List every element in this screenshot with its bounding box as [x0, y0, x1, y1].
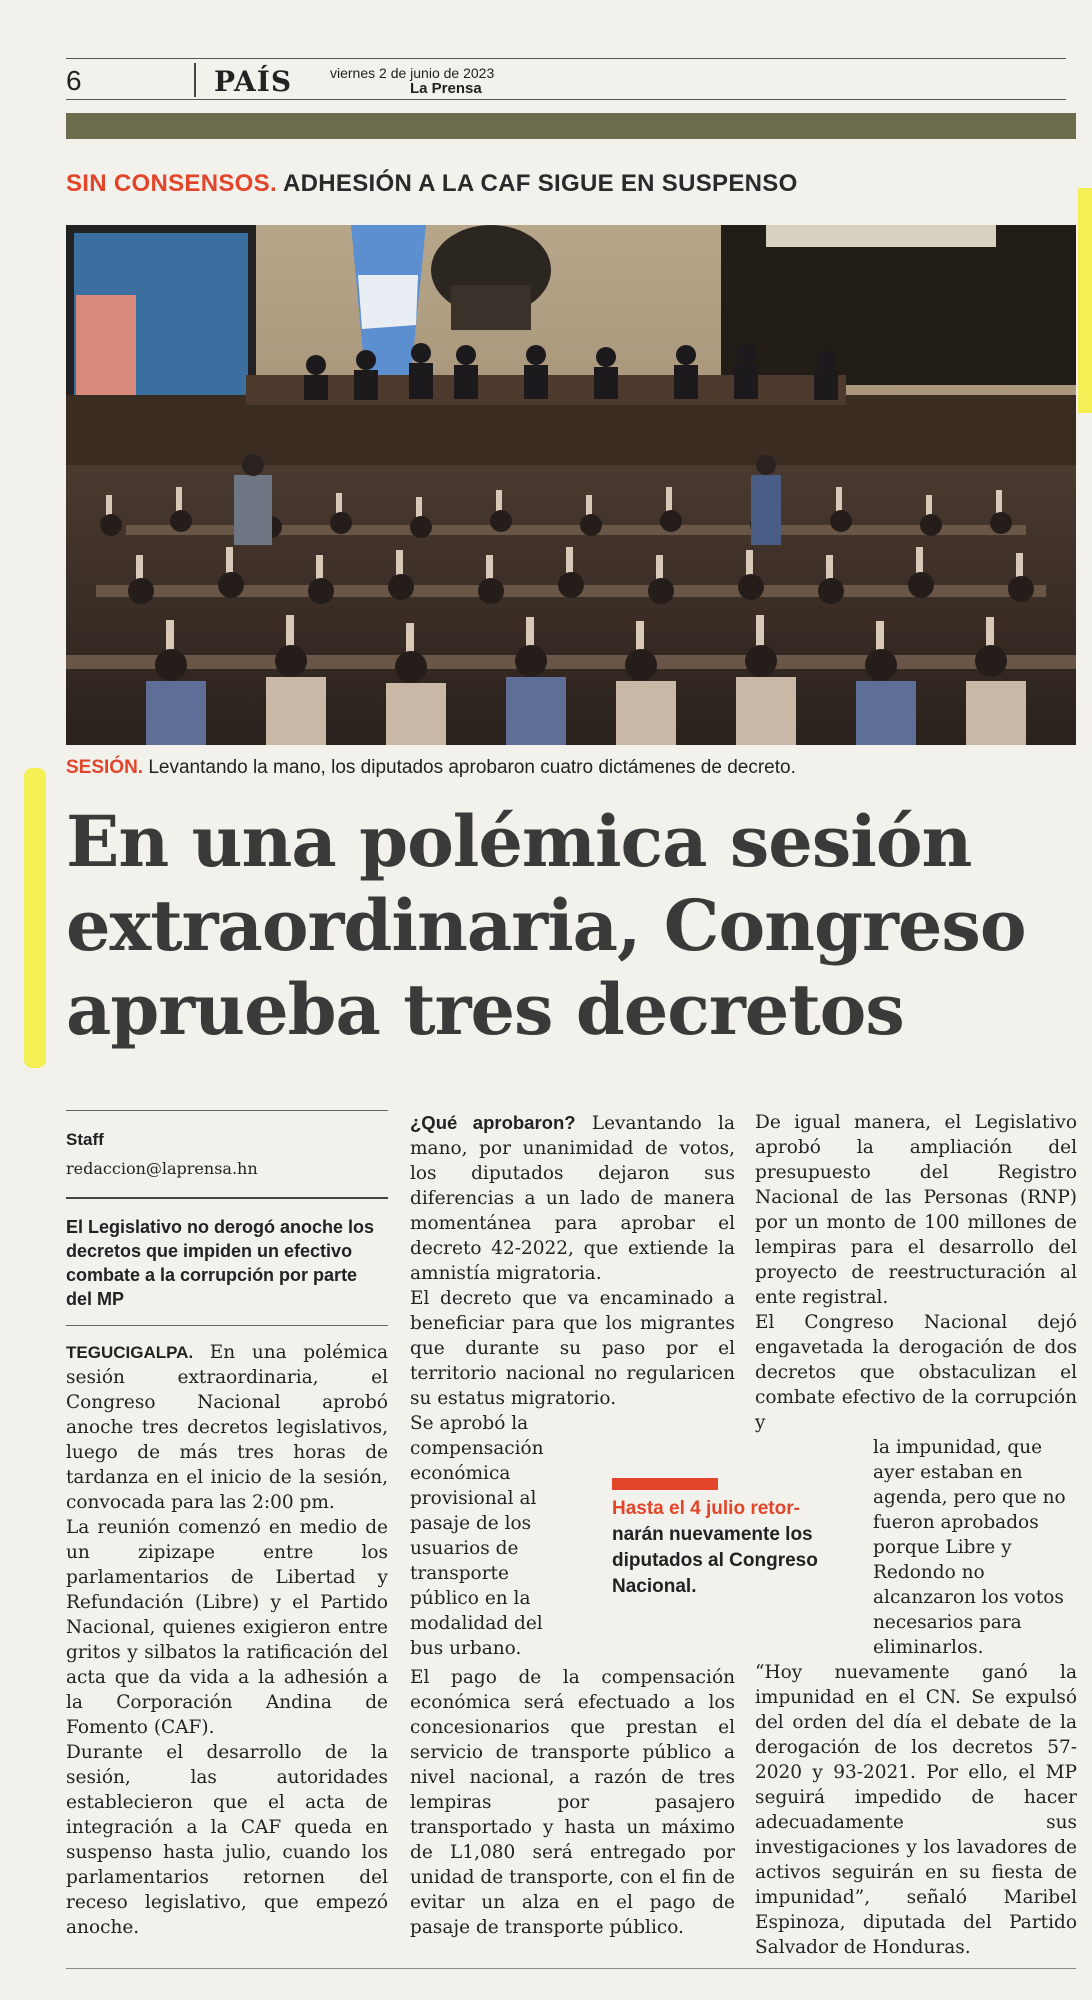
paragraph: la impunidad, que ayer estaban en agenda, pero que no fueron aprobados porque Libre y Redondo no alcanzaron los votos necesarios para eliminarlos. — [873, 1437, 1066, 1658]
paragraph: La reunión comenzó en medio de un zipizape entre los parlamentarios de Libertad y Refundación (Libre) y el Partido Nacional, quienes exigieron entre gritos y silbatos la ratificación del acta que da vida a la adhesión a la Corporación Andina de Fomento (CAF). — [66, 1517, 388, 1738]
pull-quote-lead: Hasta el 4 julio retor- — [612, 1498, 800, 1519]
section-name: PAÍS — [214, 65, 293, 98]
paragraph: Se aprobó la compensación económica provisional al pasaje de los usuarios de transporte público en la modalidad del bus urbano. — [410, 1413, 544, 1659]
headline: En una polémica sesión extraordinaria, Congreso aprueba tres decretos — [66, 800, 1026, 1051]
paragraph: El decreto que va encaminado a beneficiar para que los migrantes que durante su paso por el territorio nacional no regularicen su estatus migratorio. — [410, 1288, 735, 1409]
paragraph — [66, 1340, 388, 1515]
pull-quote-text: narán nuevamente los diputados al Congreso Nacional. — [612, 1524, 818, 1597]
bottom-rule — [66, 1968, 1076, 1969]
highlighter-mark-left — [24, 768, 46, 1068]
header-divider — [194, 63, 196, 97]
paragraph: El Congreso Nacional dejó engavetada la derogación de dos decretos que obstaculizan el combate efectivo de la corrupción y — [755, 1312, 1077, 1433]
pull-quote-bar — [612, 1478, 718, 1490]
kicker — [66, 170, 798, 198]
paragraph — [410, 1110, 735, 1286]
kicker-text: ADHESIÓN A LA CAF SIGUE EN SUSPENSO — [283, 170, 798, 197]
pull-quote — [612, 1478, 854, 1600]
paragraph: De igual manera, el Legislativo aprobó la ampliación del presupuesto del Registro Nacional de las Personas (RNP) por un monto de 100 millones de lempiras para el desarrollo del proyecto de reestructuración al ente registral. — [755, 1112, 1077, 1308]
paragraph: Durante el desarrollo de la sesión, las autoridades establecieron que el acta de integración a la CAF queda en suspenso hasta julio, cuando los parlamentarios retornen del receso legislativo, que empezó anoche. — [66, 1742, 388, 1938]
byline-email: redaccion@laprensa.hn — [66, 1159, 258, 1178]
paragraph: “Hoy nuevamente ganó la impunidad en el CN. Se expulsó del orden del día el debate de la derogación de los decretos 57-2020 y 93-2021. Por ello, el MP seguirá impedido de hacer adecuadamente sus investigaciones y los lavadores de activos seguirán en su fiesta de impunidad”, señaló Maribel Espinoza, diputada del Partido Salvador de Honduras. — [755, 1662, 1077, 1958]
page-header — [66, 58, 1066, 100]
paragraph: El pago de la compensación económica será efectuado a los concesionarios que prestan el servicio de transporte público a nivel nacional, a razón de tres lempiras por pasajero transportado y hasta un máximo de L1,080 será entregado por unidad de transporte, con el fin de evitar un alza en el pago de pasaje de transporte público. — [410, 1667, 735, 1938]
highlighter-mark-right — [1078, 188, 1092, 413]
caption-text: Levantando la mano, los diputados aprobaron cuatro dictámenes de decreto. — [148, 757, 796, 778]
paragraph-text: En una polémica sesión extraordinaria, el Congreso Nacional aprobó anoche tres decretos legislativos, luego de más tres horas de tardanza en el inicio de la sesión, convocada para las 2:00 pm. — [66, 1342, 388, 1513]
photo-caption — [66, 757, 796, 779]
caption-lead: SESIÓN. — [66, 757, 144, 778]
article-column-1 — [66, 1110, 388, 1940]
subhead-lead-in: ¿Qué aprobaron? — [410, 1112, 576, 1133]
issue-date: viernes 2 de junio de 2023 — [330, 65, 495, 81]
page-number: 6 — [66, 65, 82, 96]
congress-session-photo — [66, 225, 1076, 745]
byline-author: Staff — [66, 1110, 388, 1152]
section-banner-bar — [66, 113, 1076, 139]
kicker-lead: SIN CONSENSOS. — [66, 170, 277, 197]
article-summary: El Legislativo no derogó anoche los decretos que impiden un efectivo combate a la corrupción por parte del MP — [66, 1197, 388, 1326]
newspaper-name: La Prensa — [410, 80, 482, 97]
dateline: TEGUCIGALPA. — [66, 1343, 194, 1362]
paragraph-text: Levantando la mano, por unanimidad de votos, los diputados dejaron sus diferencias a un lado de manera momentánea para aprobar el decreto 42-2022, que extiende la amnistía migratoria. — [410, 1113, 735, 1284]
